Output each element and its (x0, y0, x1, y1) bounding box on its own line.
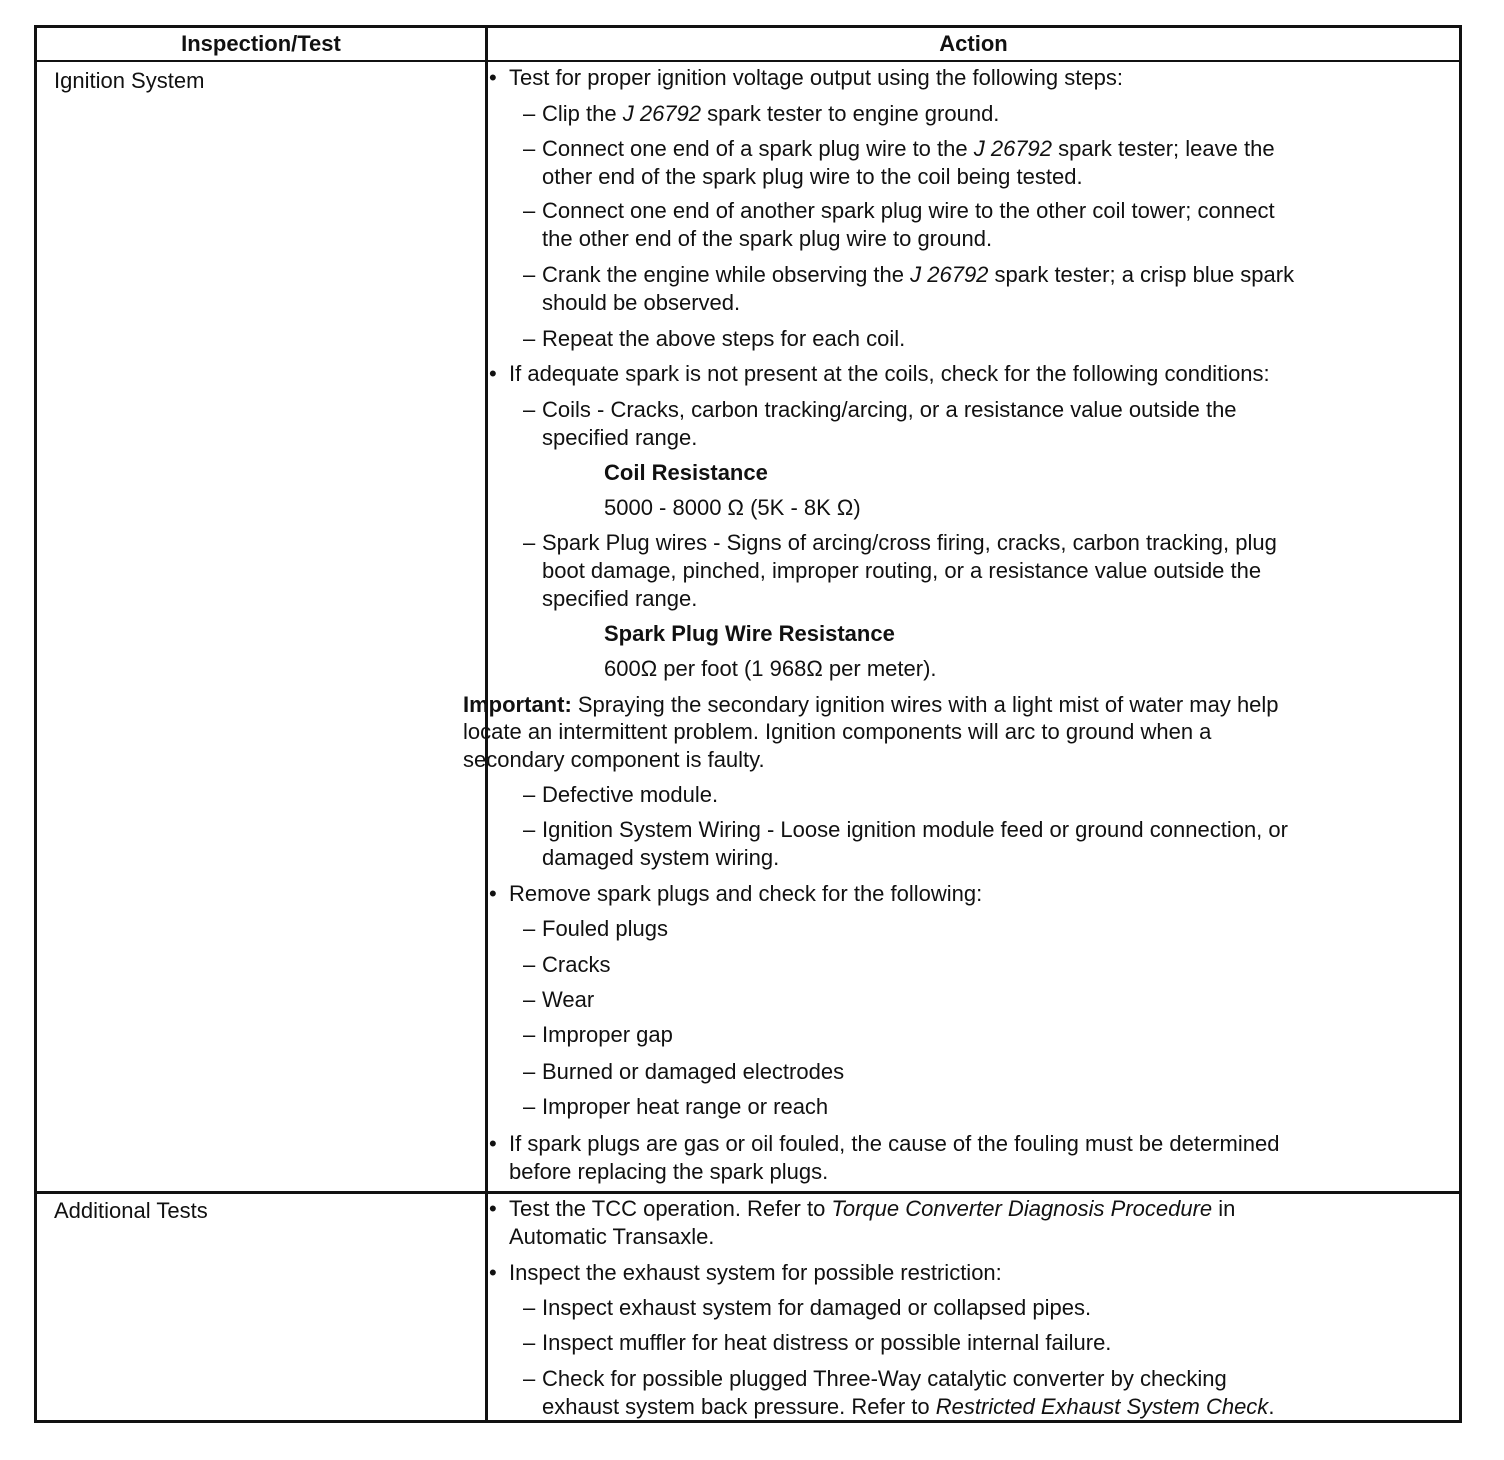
bullet-marker: • (489, 1196, 497, 1221)
dash-marker: – (523, 1295, 536, 1320)
action-line (542, 397, 1237, 423)
action-line (542, 782, 718, 808)
dash-marker: – (523, 1022, 536, 1047)
text-segment: Crank the engine while observing the (542, 262, 911, 287)
action-line (542, 987, 594, 1013)
action-line (463, 747, 765, 773)
header-inspection-test: Inspection/Test (181, 31, 341, 56)
text-segment: specified range. (542, 425, 698, 450)
dash-marker: – (523, 1330, 536, 1355)
header-divider (37, 60, 1459, 62)
text-segment: Spark Plug wires - Signs of arcing/cross firing, cracks, carbon tracking, plug (542, 530, 1277, 555)
action-line (542, 530, 1277, 556)
text-segment: specified range. (542, 586, 698, 611)
action-line (509, 881, 982, 907)
action-line (542, 326, 905, 352)
dash-marker: – (523, 1059, 536, 1084)
action-line (542, 101, 999, 127)
action-line (604, 621, 895, 647)
text-segment: Check for possible plugged Three-Way catalytic converter by checking (542, 1366, 1227, 1391)
action-line (542, 817, 1288, 843)
text-segment: exhaust system back pressure. Refer to (542, 1394, 936, 1419)
action-line (542, 1330, 1111, 1356)
action-line (542, 916, 668, 942)
action-line (509, 1260, 1002, 1286)
text-segment: Ignition System Wiring - Loose ignition module feed or ground connection, or (542, 817, 1288, 842)
action-line (604, 656, 937, 682)
text-segment: 5000 - 8000 Ω (5K - 8K Ω) (604, 495, 861, 520)
row-label-ignition-system: Ignition System (54, 68, 205, 93)
text-segment: in (1212, 1196, 1236, 1221)
dash-marker: – (523, 262, 536, 287)
text-segment: the other end of the spark plug wire to ground. (542, 226, 993, 251)
action-line (542, 845, 779, 871)
text-segment: damaged system wiring. (542, 845, 780, 870)
dash-marker: – (523, 198, 536, 223)
dash-marker: – (523, 916, 536, 941)
row-divider (37, 1191, 1459, 1194)
text-segment: Inspect muffler for heat distress or possible internal failure. (542, 1330, 1112, 1355)
italic-reference: J 26792 (910, 262, 989, 287)
action-line (542, 1094, 828, 1120)
italic-reference: Restricted Exhaust System Check (935, 1394, 1269, 1419)
action-line (463, 692, 1279, 718)
action-line (509, 1159, 828, 1185)
action-line (509, 1196, 1235, 1222)
action-line (542, 1022, 673, 1048)
action-line (509, 361, 1270, 387)
action-line (542, 586, 697, 612)
text-segment: If adequate spark is not present at the coils, check for the following conditions: (509, 361, 1270, 386)
bullet-marker: • (489, 881, 497, 906)
action-line (542, 136, 1275, 162)
action-line (542, 198, 1275, 224)
action-line (542, 952, 610, 978)
text-segment: Clip the (542, 101, 623, 126)
text-segment: other end of the spark plug wire to the coil being tested. (542, 164, 1083, 189)
bullet-marker: • (489, 1131, 497, 1156)
text-segment: Remove spark plugs and check for the following: (509, 881, 983, 906)
text-segment: Improper gap (542, 1022, 673, 1047)
text-segment: Fouled plugs (542, 916, 668, 941)
action-line (463, 719, 1211, 745)
header-action: Action (939, 31, 1008, 56)
action-line (509, 1224, 714, 1250)
text-segment: Wear (542, 987, 595, 1012)
text-segment: boot damage, pinched, improper routing, or a resistance value outside the (542, 558, 1262, 583)
dash-marker: – (523, 530, 536, 555)
text-segment: Test the TCC operation. Refer to (509, 1196, 832, 1221)
text-segment: locate an intermittent problem. Ignition components will arc to ground when a (463, 719, 1212, 744)
dash-marker: – (523, 817, 536, 842)
text-segment: spark tester; a crisp blue spark (988, 262, 1295, 287)
text-segment: Spraying the secondary ignition wires with a light mist of water may help (571, 692, 1279, 717)
dash-marker: – (523, 136, 536, 161)
text-segment: If spark plugs are gas or oil fouled, the cause of the fouling must be determined (509, 1131, 1280, 1156)
action-line (542, 425, 697, 451)
text-segment: Defective module. (542, 782, 719, 807)
text-segment: before replacing the spark plugs. (509, 1159, 829, 1184)
text-segment: Improper heat range or reach (542, 1094, 829, 1119)
dash-marker: – (523, 782, 536, 807)
text-segment: Connect one end of another spark plug wire to the other coil tower; connect (542, 198, 1275, 223)
action-line (542, 1295, 1091, 1321)
bullet-marker: • (489, 1260, 497, 1285)
text-segment: Automatic Transaxle. (509, 1224, 715, 1249)
text-segment: 600Ω per foot (1 968Ω per meter). (604, 656, 937, 681)
dash-marker: – (523, 1094, 536, 1119)
text-segment: Connect one end of a spark plug wire to the (542, 136, 974, 161)
action-line (542, 164, 1083, 190)
text-segment: Inspect exhaust system for damaged or collapsed pipes. (542, 1295, 1092, 1320)
text-segment: Burned or damaged electrodes (542, 1059, 845, 1084)
bullet-marker: • (489, 65, 497, 90)
dash-marker: – (523, 987, 536, 1012)
dash-marker: – (523, 397, 536, 422)
text-segment: Cracks (542, 952, 611, 977)
action-line (604, 495, 861, 521)
action-line (542, 262, 1294, 288)
text-segment: should be observed. (542, 290, 741, 315)
action-line (509, 1131, 1279, 1157)
action-line (604, 460, 768, 486)
bold-text: Spark Plug Wire Resistance (604, 621, 895, 646)
action-line (542, 1394, 1274, 1420)
action-line (542, 1059, 844, 1085)
text-segment: spark tester; leave the (1052, 136, 1275, 161)
action-line (542, 558, 1261, 584)
text-segment: Coils - Cracks, carbon tracking/arcing, or a resistance value outside the (542, 397, 1237, 422)
italic-reference: J 26792 (622, 101, 702, 126)
text-segment: Inspect the exhaust system for possible restriction: (509, 1260, 1002, 1285)
text-segment: secondary component is faulty. (463, 747, 765, 772)
action-line (509, 65, 1123, 91)
dash-marker: – (523, 326, 536, 351)
bullet-marker: • (489, 361, 497, 386)
dash-marker: – (523, 1366, 536, 1391)
text-segment: Test for proper ignition voltage output using the following steps: (509, 65, 1123, 90)
action-line (542, 290, 740, 316)
text-segment: . (1268, 1394, 1275, 1419)
inspection-table (34, 25, 1462, 1423)
action-line (542, 226, 992, 252)
bold-text: Important: (463, 692, 572, 717)
dash-marker: – (523, 101, 536, 126)
bold-text: Coil Resistance (604, 460, 768, 485)
action-line (542, 1366, 1227, 1392)
dash-marker: – (523, 952, 536, 977)
row-label-additional-tests: Additional Tests (54, 1198, 208, 1223)
text-segment: spark tester to engine ground. (701, 101, 1000, 126)
text-segment: Repeat the above steps for each coil. (542, 326, 906, 351)
italic-reference: J 26792 (973, 136, 1053, 161)
italic-reference: Torque Converter Diagnosis Procedure (831, 1196, 1213, 1221)
